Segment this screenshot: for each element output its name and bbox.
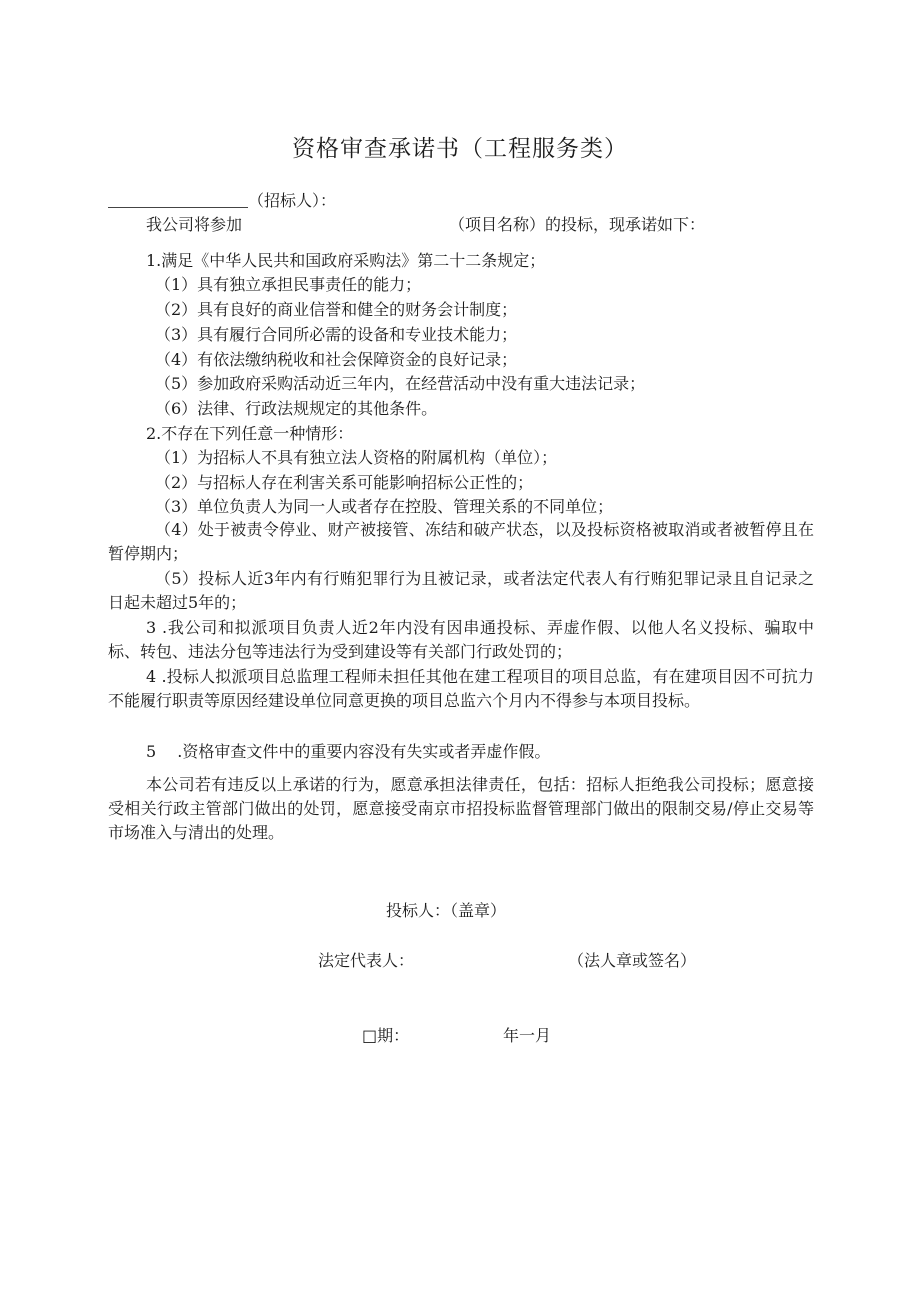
item1-sub: （4）有依法缴纳税收和社会保障资金的良好记录； (155, 350, 518, 369)
item1-sub: （1）具有独立承担民事责任的能力； (155, 275, 422, 294)
item1-sub: （6）法律、行政法规规定的其他条件。 (155, 399, 438, 418)
addressee-line (108, 188, 336, 211)
legal-rep-hint: （法人章或签名） (568, 951, 697, 970)
item1-sub: （3）具有履行合同所必需的设备和专业技术能力； (155, 325, 518, 344)
closing-paragraph: 本公司若有违反以上承诺的行为，愿意承担法律责任，包括：招标人拒绝我公司投标；愿意接受相关行政主管部门做出的处罚，愿意接受南京市招投标监督管理部门做出的限制交易/停止交易等市场准入与清出的处理。 (108, 775, 814, 842)
bidder-seal-label: 投标人：（盖章） (386, 901, 507, 920)
item4: 4 .投标人拟派项目总监理工程师未担任其他在建工程项目的项目总监，有在建项目因不可抗力不能履行职责等原因经建设单位同意更换的项目总监六个月内不得参与本项目投标。 (108, 667, 814, 710)
addressee-blank (108, 191, 248, 208)
item2-sub: （2）与招标人存在利害关系可能影响招标公正性的； (155, 473, 534, 492)
document-title: 资格审查承诺书（工程服务类） (292, 136, 628, 162)
item3: 3 .我公司和拟派项目负责人近2年内没有因串通投标、弄虚作假、以他人名义投标、骗取中标、转包、违法分包等违法行为受到建设等有关部门行政处罚的； (108, 618, 814, 661)
date-value: 年一月 (503, 1026, 552, 1045)
legal-rep-label: 法定代表人： (318, 951, 415, 970)
item2-sub4: （4）处于被责令停业、财产被接管、冻结和破产状态，以及投标资格被取消或者被暂停且在暂停期内； (108, 520, 814, 563)
intro-suffix: （项目名称）的投标，现承诺如下： (449, 215, 706, 234)
item1-sub: （2）具有良好的商业信誉和健全的财务会计制度； (155, 300, 518, 319)
item2-sub: （3）单位负责人为同一人或者存在控股、管理关系的不同单位； (155, 497, 614, 516)
item2-heading: 2.不存在下列任意一种情形： (146, 424, 354, 443)
item5: 5 .资格审查文件中的重要内容没有失实或者弄虚作假。 (146, 742, 551, 761)
item2-sub5: （5）投标人近3年内有行贿犯罪行为且被记录，或者法定代表人有行贿犯罪记录且自记录之日起未超过5年的； (108, 569, 814, 612)
item1-heading: 1.满足《中华人民共和国政府采购法》第二十二条规定； (146, 251, 546, 270)
addressee-suffix: （招标人）： (248, 191, 337, 210)
intro-prefix: 我公司将参加 (146, 215, 243, 234)
item2-sub: （1）为招标人不具有独立法人资格的附属机构（单位）； (155, 448, 558, 467)
item1-sub: （5）参加政府采购活动近三年内，在经营活动中没有重大违法记录； (155, 374, 646, 393)
date-label: □期： (362, 1026, 410, 1045)
